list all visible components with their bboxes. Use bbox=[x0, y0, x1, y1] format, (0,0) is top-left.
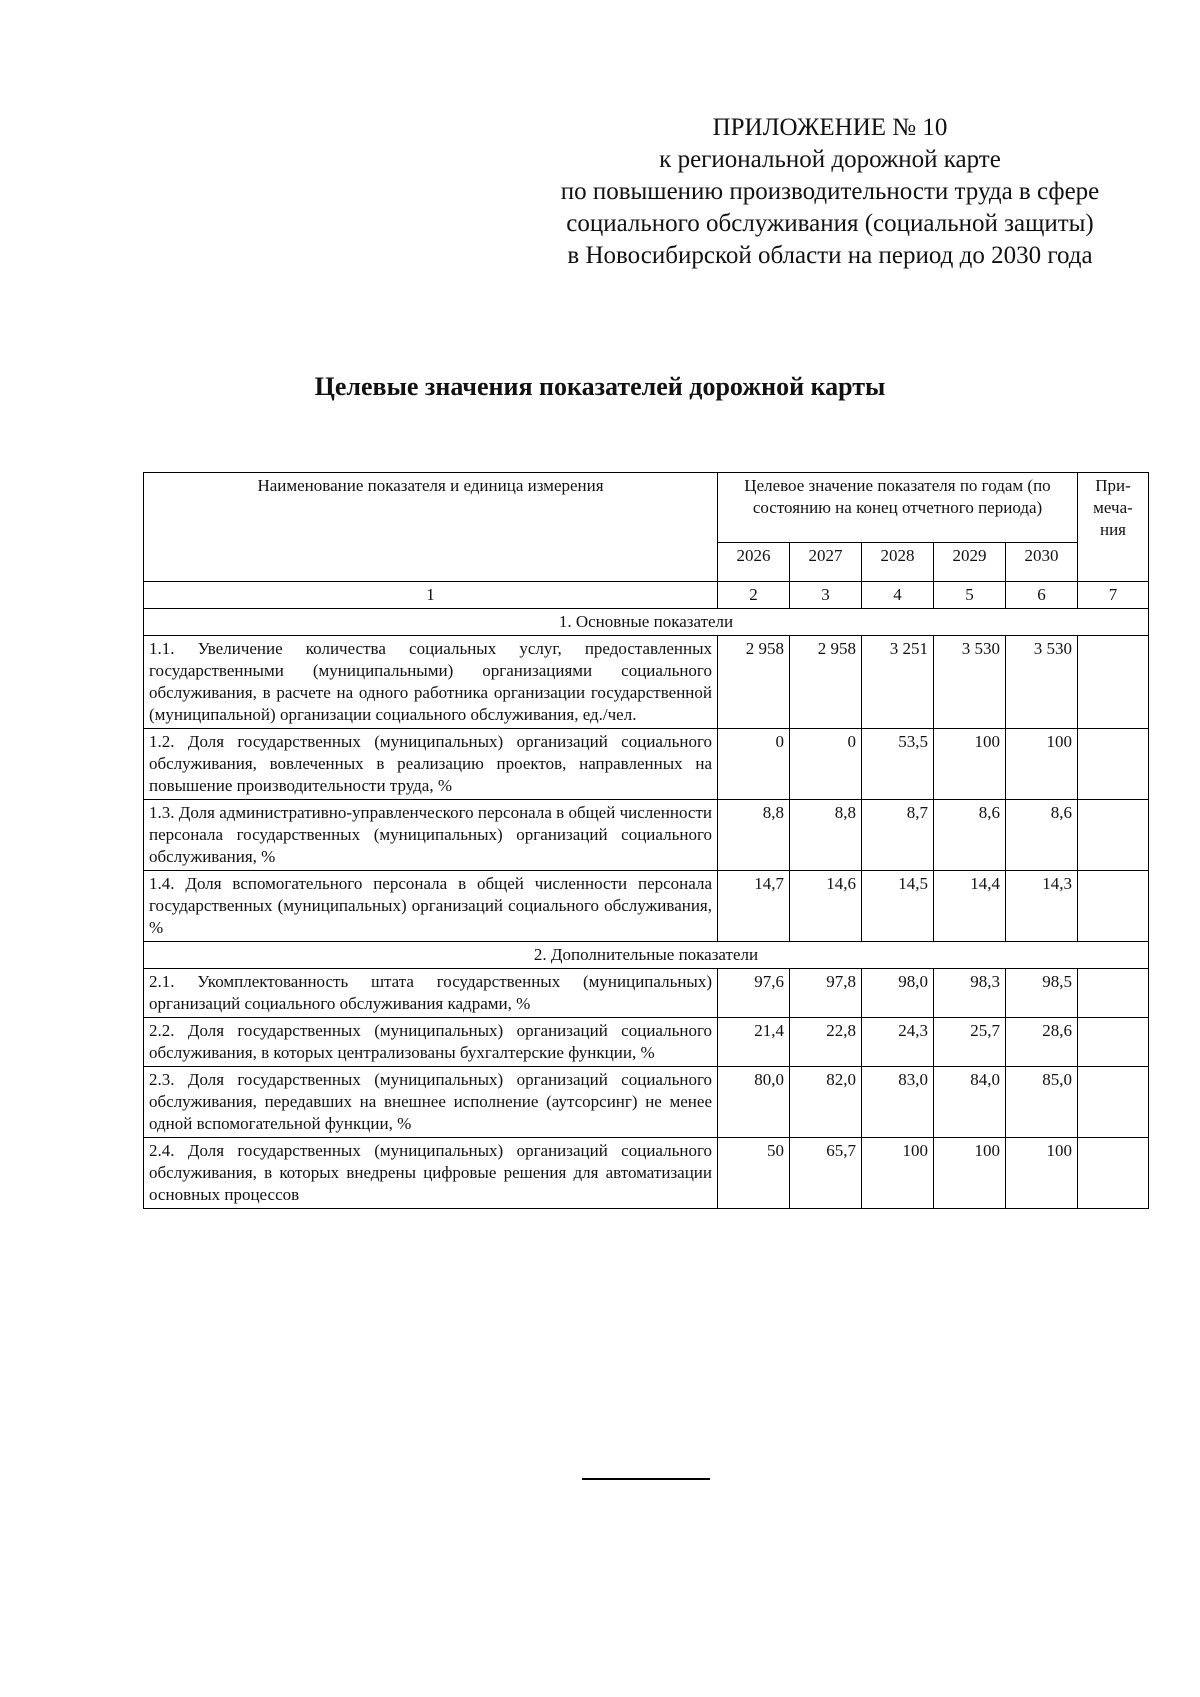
target-value-cell: 24,3 bbox=[862, 1018, 934, 1067]
section-title: 2. Дополнительные показатели bbox=[144, 942, 1149, 969]
indicator-name: 2.4. Доля государственных (муниципальных) организаций социального обслуживания, в которых внедрены цифровые решения для автоматизации основных процессов bbox=[144, 1138, 718, 1209]
target-value-cell: 83,0 bbox=[862, 1067, 934, 1138]
target-value-cell: 82,0 bbox=[790, 1067, 862, 1138]
target-value-cell: 53,5 bbox=[862, 729, 934, 800]
target-value-cell: 3 530 bbox=[934, 636, 1006, 729]
appendix-line: ПРИЛОЖЕНИЕ № 10 bbox=[712, 114, 948, 141]
header-notes: При-меча-ния bbox=[1078, 473, 1149, 582]
target-value-cell: 3 530 bbox=[1006, 636, 1078, 729]
target-value-cell: 14,5 bbox=[862, 871, 934, 942]
target-value-cell: 97,8 bbox=[790, 969, 862, 1018]
target-value-cell: 28,6 bbox=[1006, 1018, 1078, 1067]
header-year: 2027 bbox=[790, 543, 862, 582]
appendix-line: по повышению производительности труда в сфере bbox=[560, 178, 1100, 205]
target-value-cell: 8,6 bbox=[934, 800, 1006, 871]
table-row bbox=[144, 1067, 1149, 1138]
column-number: 4 bbox=[862, 582, 934, 609]
target-value-cell: 100 bbox=[934, 1138, 1006, 1209]
target-value-cell: 21,4 bbox=[718, 1018, 790, 1067]
target-value-cell: 97,6 bbox=[718, 969, 790, 1018]
target-value-cell: 8,8 bbox=[718, 800, 790, 871]
indicator-name: 1.4. Доля вспомогательного персонала в общей численности персонала государственных (муниципальных) организаций социального обслуживания, % bbox=[144, 871, 718, 942]
target-value-cell: 2 958 bbox=[790, 636, 862, 729]
target-value-cell: 100 bbox=[862, 1138, 934, 1209]
column-number: 5 bbox=[934, 582, 1006, 609]
table-row bbox=[144, 1138, 1149, 1209]
indicators-table bbox=[143, 472, 1149, 1209]
header-year: 2029 bbox=[934, 543, 1006, 582]
note-cell bbox=[1078, 1018, 1149, 1067]
target-value-cell: 98,5 bbox=[1006, 969, 1078, 1018]
indicator-name: 2.2. Доля государственных (муниципальных) организаций социального обслуживания, в которых централизованы бухгалтерские функции, % bbox=[144, 1018, 718, 1067]
note-cell bbox=[1078, 1138, 1149, 1209]
column-number: 3 bbox=[790, 582, 862, 609]
column-number: 6 bbox=[1006, 582, 1078, 609]
table-row bbox=[144, 636, 1149, 729]
target-value-cell: 25,7 bbox=[934, 1018, 1006, 1067]
target-value-cell: 14,6 bbox=[790, 871, 862, 942]
target-value-cell: 100 bbox=[1006, 1138, 1078, 1209]
target-value-cell: 65,7 bbox=[790, 1138, 862, 1209]
end-divider bbox=[582, 1478, 710, 1480]
column-number: 1 bbox=[144, 582, 718, 609]
indicator-name: 1.2. Доля государственных (муниципальных) организаций социального обслуживания, вовлеченных в реализацию проектов, направленных на повышение производительности труда, % bbox=[144, 729, 718, 800]
section-row bbox=[144, 942, 1149, 969]
header-year: 2026 bbox=[718, 543, 790, 582]
column-number: 2 bbox=[718, 582, 790, 609]
note-cell bbox=[1078, 636, 1149, 729]
target-value-cell: 3 251 bbox=[862, 636, 934, 729]
target-value-cell: 85,0 bbox=[1006, 1067, 1078, 1138]
column-numbers-row bbox=[144, 582, 1149, 609]
document-title: Целевые значения показателей дорожной карты bbox=[314, 372, 886, 401]
note-cell bbox=[1078, 800, 1149, 871]
indicator-name: 1.1. Увеличение количества социальных услуг, предоставленных государственными (муниципальными) организациями социального обслуживания, в расчете на одного работника организации государственной (муниципальной) организации социального обслуживания, ед./чел. bbox=[144, 636, 718, 729]
target-value-cell: 14,4 bbox=[934, 871, 1006, 942]
target-value-cell: 98,3 bbox=[934, 969, 1006, 1018]
section-row bbox=[144, 609, 1149, 636]
note-cell bbox=[1078, 1067, 1149, 1138]
target-value-cell: 50 bbox=[718, 1138, 790, 1209]
table-row bbox=[144, 1018, 1149, 1067]
note-cell bbox=[1078, 969, 1149, 1018]
indicator-name: 2.3. Доля государственных (муниципальных) организаций социального обслуживания, передавших на внешнее исполнение (аутсорсинг) не менее одной вспомогательной функции, % bbox=[144, 1067, 718, 1138]
header-year: 2030 bbox=[1006, 543, 1078, 582]
target-value-cell: 8,7 bbox=[862, 800, 934, 871]
target-value-cell: 84,0 bbox=[934, 1067, 1006, 1138]
header-target-values: Целевое значение показателя по годам (по состоянию на конец отчетного периода) bbox=[718, 473, 1078, 543]
target-value-cell: 22,8 bbox=[790, 1018, 862, 1067]
target-value-cell: 0 bbox=[790, 729, 862, 800]
target-value-cell: 8,8 bbox=[790, 800, 862, 871]
target-value-cell: 80,0 bbox=[718, 1067, 790, 1138]
section-title: 1. Основные показатели bbox=[144, 609, 1149, 636]
table-row bbox=[144, 729, 1149, 800]
target-value-cell: 100 bbox=[1006, 729, 1078, 800]
table-row bbox=[144, 871, 1149, 942]
target-value-cell: 14,3 bbox=[1006, 871, 1078, 942]
target-value-cell: 14,7 bbox=[718, 871, 790, 942]
target-value-cell: 2 958 bbox=[718, 636, 790, 729]
table-row bbox=[144, 969, 1149, 1018]
appendix-header bbox=[470, 112, 1190, 272]
target-value-cell: 100 bbox=[934, 729, 1006, 800]
target-value-cell: 98,0 bbox=[862, 969, 934, 1018]
target-value-cell: 0 bbox=[718, 729, 790, 800]
indicator-name: 1.3. Доля административно-управленческого персонала в общей численности персонала государственных (муниципальных) организаций социального обслуживания, % bbox=[144, 800, 718, 871]
table-header-row bbox=[144, 473, 1149, 543]
note-cell bbox=[1078, 729, 1149, 800]
note-cell bbox=[1078, 871, 1149, 942]
appendix-line: в Новосибирской области на период до 2030 года bbox=[567, 242, 1093, 269]
table-row bbox=[144, 800, 1149, 871]
appendix-line: социального обслуживания (социальной защиты) bbox=[566, 210, 1094, 237]
target-value-cell: 8,6 bbox=[1006, 800, 1078, 871]
header-year: 2028 bbox=[862, 543, 934, 582]
appendix-line: к региональной дорожной карте bbox=[659, 146, 1001, 173]
indicator-name: 2.1. Укомплектованность штата государственных (муниципальных) организаций социального обслуживания кадрами, % bbox=[144, 969, 718, 1018]
header-indicator-name: Наименование показателя и единица измерения bbox=[144, 473, 718, 582]
column-number: 7 bbox=[1078, 582, 1149, 609]
